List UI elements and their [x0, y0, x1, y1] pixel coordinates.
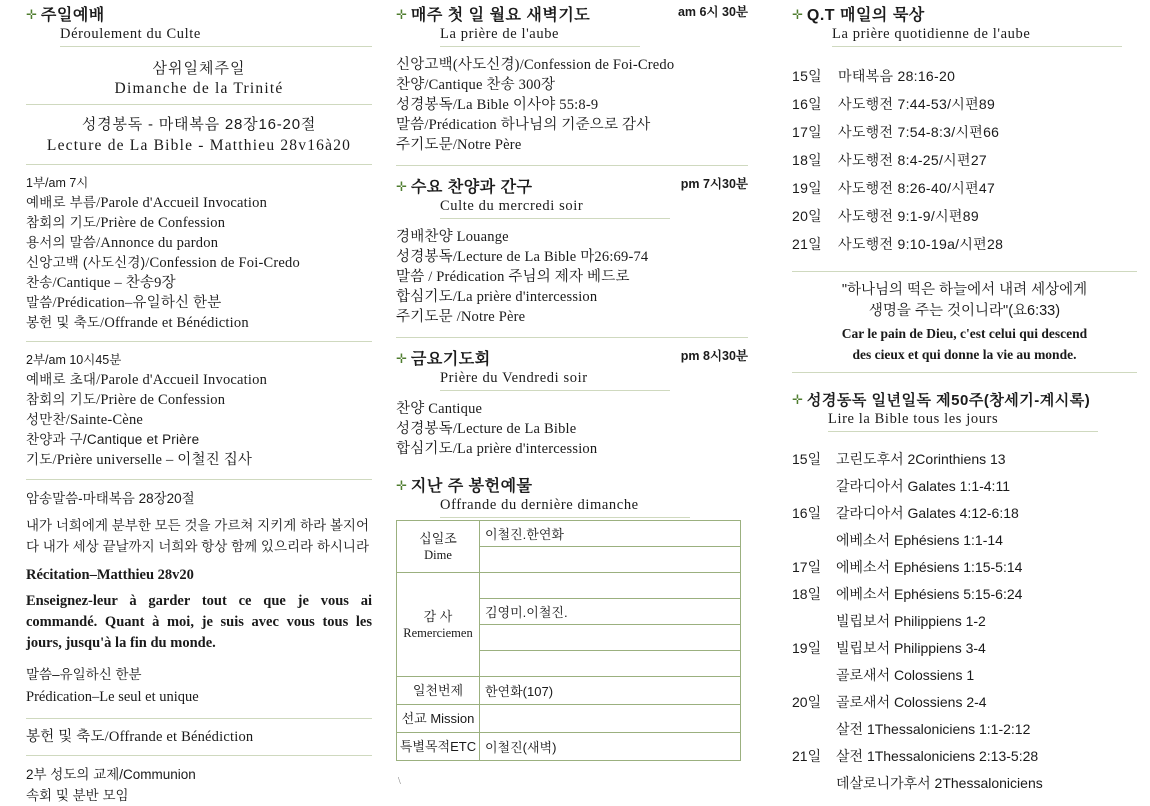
sunday-name-ko: 삼위일체주일 [152, 60, 246, 77]
section-header-dawn [396, 2, 748, 43]
reading: 골로새서 Colossiens 2-4 [836, 694, 987, 710]
reading: 갈라디아서 Galates 1:1-4:11 [836, 478, 1010, 494]
reading: 사도행전 7:44-53/시편89 [838, 96, 996, 112]
divider [440, 46, 640, 47]
list-item: 봉헌 및 축도/Offrande et Bénédiction [26, 315, 249, 331]
reading: 사도행전 8:26-40/시편47 [838, 180, 996, 196]
divider [440, 218, 670, 219]
qt-title-fr-wrap [832, 26, 1122, 43]
row-label-1000offering: 일천번제 [397, 677, 480, 705]
recitation-ko-title: 암송말씀-마태복음 28장20절 [26, 491, 195, 506]
label-ko: 십일조 [419, 530, 457, 546]
reading: 에베소서 Ephésiens 5:15-6:24 [836, 586, 1023, 602]
cell-value [480, 547, 741, 573]
verse-ko-line1: "하나님의 떡은 하늘에서 내려 세상에게 [841, 282, 1088, 298]
wednesday-title-fr-wrap [440, 198, 670, 215]
part2-label: 2부/am 10시45분 [26, 353, 122, 367]
list-item [792, 500, 1137, 527]
divider [832, 46, 1122, 47]
dawn-list [396, 55, 748, 155]
day: 17일 [792, 124, 822, 140]
row-label-thanks [397, 573, 480, 677]
day: 19일 [792, 180, 822, 196]
friday-list [396, 399, 748, 459]
list-item [26, 430, 372, 450]
section-header-bible [792, 389, 1137, 428]
item-ko: 참회의 기도 [26, 392, 97, 407]
divider [396, 165, 748, 166]
list-item: 성경봉독/La Bible 이사야 55:8-9 [396, 97, 599, 113]
list-item: 찬양 Cantique [396, 401, 483, 417]
day: 18일 [792, 152, 822, 168]
reading: 고린도후서 2Corinthiens 13 [836, 451, 1006, 467]
item-ko: 기도 [26, 452, 53, 467]
item-ko: 예배로 초대 [26, 372, 97, 387]
item-ko: 참회의 기도 [26, 215, 97, 230]
friday-title-fr: Prière du Vendredi soir [440, 370, 588, 386]
list-item: 예배로 초대/Parole d'Accueil Invocation [26, 372, 268, 388]
offering-table [396, 520, 741, 761]
reading: 사도행전 9:10-19a/시편28 [838, 236, 1004, 252]
reading: 사도행전 7:54-8:3/시편66 [838, 124, 1000, 140]
day: 15일 [792, 68, 822, 84]
friday-time: pm 8시30분 [680, 349, 748, 363]
row-label-etc: 특별목적ETC [397, 733, 480, 761]
reading: 살전 1Thessaloniciens 1:1-2:12 [836, 721, 1031, 737]
list-item [792, 91, 1137, 119]
item-ko: 예배로 부름 [26, 195, 97, 210]
row-label-mission: 선교 Mission [397, 705, 480, 733]
bible-list [792, 446, 1137, 797]
communion-line-2: 속회 및 분반 모임 [26, 788, 129, 803]
part2-list [26, 370, 372, 470]
list-item [792, 446, 1137, 473]
list-item [792, 689, 1137, 716]
day: 21일 [792, 236, 822, 252]
item-ko: 찬송 [26, 275, 53, 290]
recitation-fr-body: Enseignez-leur à garder tout ce que je vous ai commandé. Quant à moi, je suis avec vous tous les jours, jusqu'à la fin du monde. [26, 593, 372, 651]
item-fr: Annonce du pardon [100, 235, 219, 251]
lecture-ko: 성경봉독 - 마태복음 28장16-20절 [81, 116, 317, 133]
cell-value: 김영미.이철진. [480, 599, 741, 625]
reading: 골로새서 Colossiens 1 [836, 667, 975, 683]
wednesday-list [396, 227, 748, 327]
cell-value [480, 705, 741, 733]
list-item-cont [792, 662, 1137, 689]
dawn-time: am 6시 30분 [677, 5, 748, 19]
offering-title-fr: Offrande du dernière dimanche [440, 497, 639, 513]
qt-list [792, 63, 1137, 259]
cross-icon: ✛ [792, 392, 803, 407]
item-fr: Prière universelle – 이철진 집사 [56, 452, 253, 468]
offering-title-ko: 지난 주 봉헌예물 [410, 478, 533, 495]
bible-title-fr: Lire la Bible tous les jours [828, 411, 999, 427]
day: 16일 [792, 505, 822, 521]
divider [828, 431, 1098, 432]
divider [26, 479, 372, 480]
list-item: 참회의 기도/Prière de Confession [26, 392, 226, 408]
list-item [792, 119, 1137, 147]
item-fr: Prière de Confession [100, 215, 226, 231]
day: 15일 [792, 451, 822, 467]
table-row [397, 705, 741, 733]
section-header-wednesday [396, 174, 748, 215]
list-item [792, 147, 1137, 175]
cell-value [480, 625, 741, 651]
item-fr: Prière de Confession [100, 392, 226, 408]
sermon-fr: Prédication–Le seul et unique [26, 689, 199, 705]
cell-value [480, 573, 741, 599]
cross-icon: ✛ [396, 351, 407, 366]
list-item: 기도/Prière universelle – 이철진 집사 [26, 452, 253, 468]
friday-title-fr-wrap [440, 370, 670, 387]
item-ko: 신앙고백 (사도신경) [26, 255, 146, 270]
cross-icon: ✛ [396, 179, 407, 194]
part1-label: 1부/am 7시 [26, 176, 89, 190]
list-item: 성경봉독/Lecture de La Bible [396, 421, 577, 437]
list-item [792, 635, 1137, 662]
section-header-qt [792, 2, 1137, 43]
section-header-offering [396, 473, 748, 514]
list-item: 성경봉독/Lecture de La Bible 마26:69-74 [396, 249, 649, 265]
reading: 데살로니가후서 2Thessaloniciens [836, 775, 1043, 791]
section-header-friday [396, 346, 748, 387]
wednesday-title-ko: 수요 찬양과 간구 [410, 179, 533, 196]
verse-fr-line1: Car le pain de Dieu, c'est celui qui descend [841, 326, 1088, 341]
verse-ko-line2: 생명을 주는 것이니라"(요6:33) [868, 303, 1061, 319]
wednesday-title-fr: Culte du mercredi soir [440, 198, 584, 214]
divider [396, 337, 748, 338]
list-item: 찬송/Cantique – 찬송9장 [26, 275, 176, 291]
list-item-cont [792, 527, 1137, 554]
sunday-name-fr: Dimanche de la Trinité [114, 80, 284, 97]
section-header-sunday [26, 2, 372, 43]
cross-icon: ✛ [26, 7, 37, 22]
reading: 에베소서 Ephésiens 1:1-14 [836, 532, 1003, 548]
list-item: 성만찬/Sainte-Cène [26, 412, 144, 428]
label-ko: 감 사 [423, 608, 453, 624]
item-fr: Parole d'Accueil Invocation [100, 195, 268, 211]
divider [26, 718, 372, 719]
bible-title-fr-wrap [828, 411, 1098, 428]
list-item: 용서의 말씀/Annonce du pardon [26, 235, 219, 251]
list-item: 참회의 기도/Prière de Confession [26, 215, 226, 231]
day: 21일 [792, 748, 822, 764]
list-item: 신앙고백(사도신경)/Confession de Foi-Credo [396, 57, 675, 73]
item-ko: 말씀 [26, 295, 53, 310]
communion-line-1: 2부 성도의 교제/Communion [26, 767, 196, 782]
list-item: 경배찬양 Louange [396, 229, 509, 245]
divider [440, 517, 690, 518]
table-row [397, 573, 741, 599]
verse-fr-line2: des cieux et qui donne la vie au monde. [852, 347, 1077, 362]
item-fr: Sainte-Cène [69, 412, 144, 428]
item-fr: Confession de Foi-Credo [149, 255, 300, 271]
qt-title-ko: Q.T 매일의 묵상 [806, 7, 925, 24]
list-item [792, 175, 1137, 203]
list-item: 말씀 / Prédication 주님의 제자 베드로 [396, 269, 630, 285]
list-item: 주기도문 /Notre Père [396, 309, 526, 325]
section-title-fr: Déroulement du Culte [60, 26, 201, 42]
reading: 갈라디아서 Galates 4:12-6:18 [836, 505, 1019, 521]
reading: 마태복음 28:16-20 [838, 68, 956, 84]
table-row [397, 677, 741, 705]
list-item [792, 581, 1137, 608]
friday-title-ko: 금요기도회 [410, 351, 491, 368]
reading: 빌립보서 Philippiens 3-4 [836, 640, 986, 656]
day: 19일 [792, 640, 822, 656]
list-item-cont [792, 473, 1137, 500]
cell-value: 이철진(새벽) [480, 733, 741, 761]
reading: 사도행전 8:4-25/시편27 [838, 152, 987, 168]
recitation-ko-body: 내가 너희에게 분부한 모든 것을 가르쳐 지키게 하라 볼지어다 내가 세상 끝날까지 너희와 항상 함께 있으리라 하시니라 [26, 518, 369, 554]
reading: 빌립보서 Philippiens 1-2 [836, 613, 986, 629]
list-item-cont [792, 716, 1137, 743]
corner-mark: \ [398, 776, 401, 787]
table-row [397, 521, 741, 547]
section-title-ko: 주일예배 [40, 7, 105, 24]
day: 20일 [792, 694, 822, 710]
dawn-title-fr: La prière de l'aube [440, 26, 560, 42]
list-item: 말씀/Prédication–유일하신 한분 [26, 295, 222, 311]
list-item: 합심기도/La prière d'intercession [396, 289, 598, 305]
item-fr: Cantique – 찬송9장 [56, 275, 176, 291]
list-item: 찬양/Cantique 찬송 300장 [396, 77, 556, 93]
list-item [792, 231, 1137, 259]
list-item: 신앙고백 (사도신경)/Confession de Foi-Credo [26, 255, 300, 271]
offering-benediction-line: 봉헌 및 축도/Offrande et Bénédiction [26, 729, 254, 745]
sermon-ko: 말씀–유일하신 한분 [26, 667, 142, 682]
day: 20일 [792, 208, 822, 224]
dawn-title-fr-wrap [440, 26, 640, 43]
list-item [792, 203, 1137, 231]
cross-icon: ✛ [396, 478, 407, 493]
divider [26, 341, 372, 342]
cross-icon: ✛ [396, 7, 407, 22]
list-item: 예배로 부름/Parole d'Accueil Invocation [26, 195, 268, 211]
bible-title-ko: 성경동독 일년일독 제50주(창세기-계시록) [806, 392, 1091, 409]
dawn-title-ko: 매주 첫 일 월요 새벽기도 [410, 7, 591, 24]
item-fr: Parole d'Accueil Invocation [100, 372, 268, 388]
column-qt-and-bible [792, 0, 1137, 797]
reading: 살전 1Thessaloniciens 2:13-5:28 [836, 748, 1039, 764]
cell-value: 한연화(107) [480, 677, 741, 705]
divider [60, 46, 372, 47]
qt-title-fr: La prière quotidienne de l'aube [832, 26, 1031, 42]
day: 18일 [792, 586, 822, 602]
cell-value: 이철진.한연화 [480, 521, 741, 547]
item-fr: Offrande et Bénédiction [104, 315, 249, 331]
item-fr: Prédication–유일하신 한분 [56, 295, 222, 311]
cross-icon: ✛ [792, 7, 803, 22]
list-item: 주기도문/Notre Père [396, 137, 522, 153]
lecture-fr: Lecture de La Bible - Matthieu 28v16à20 [46, 137, 352, 154]
recitation-fr-title: Récitation–Matthieu 28v20 [26, 567, 194, 583]
divider [26, 755, 372, 756]
day: 16일 [792, 96, 822, 112]
list-item [792, 743, 1137, 770]
verse-quote [792, 271, 1137, 373]
row-label-tithe [397, 521, 480, 573]
list-item [792, 554, 1137, 581]
list-item-cont [792, 608, 1137, 635]
list-item: 합심기도/La prière d'intercession [396, 441, 598, 457]
label-fr: Dime [424, 547, 452, 562]
item-ko: 용서의 말씀 [26, 235, 97, 250]
item-ko: 봉헌 및 축도 [26, 315, 101, 330]
item-ko: 성만찬 [26, 412, 66, 427]
section-title-fr-wrap [60, 26, 372, 43]
divider [440, 390, 670, 391]
list-item: 말씀/Prédication 하나님의 기준으로 감사 [396, 117, 651, 133]
list-item [792, 63, 1137, 91]
list-item-cont [792, 770, 1137, 797]
day: 17일 [792, 559, 822, 575]
offering-title-fr-wrap [440, 497, 690, 514]
cell-value [480, 651, 741, 677]
divider [26, 164, 372, 165]
reading: 에베소서 Ephésiens 1:15-5:14 [836, 559, 1023, 575]
part1-list [26, 193, 372, 333]
table-row [397, 733, 741, 761]
column-weekly-services [396, 0, 748, 761]
wednesday-time: pm 7시30분 [680, 177, 748, 191]
reading: 사도행전 9:1-9/시편89 [838, 208, 979, 224]
label-fr: Remerciemen [403, 625, 473, 640]
column-sunday-service [26, 0, 372, 806]
divider [26, 104, 372, 105]
item-ko: 찬양과 구/Cantique et Prière [26, 432, 200, 447]
